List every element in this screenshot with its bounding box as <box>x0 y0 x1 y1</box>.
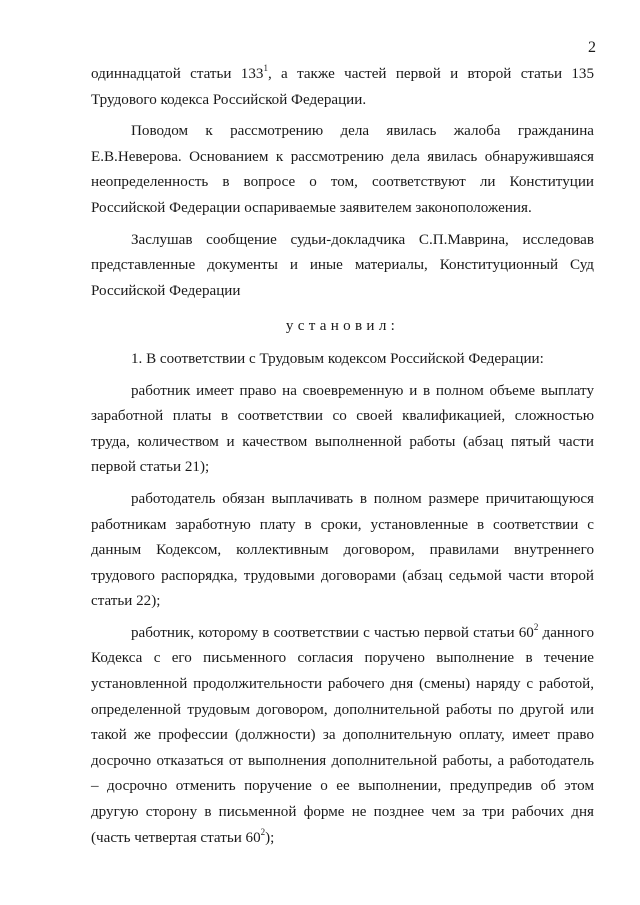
paragraph-occasion <box>91 119 594 221</box>
superscript: 1 <box>263 62 268 73</box>
text-run: 1. В соответствии с Трудовым кодексом Российской Федерации: <box>131 350 544 367</box>
text-run: Поводом к рассмотрению дела явилась жалоба гражданина Е.В.Неверова. Основанием к рассмотрению дела явилась обнаружившаяся неопределенность в вопросе о том, соответствуют ли Конституции Российской Федерации оспариваемые заявителем законоположения. <box>91 123 594 216</box>
text-run: установил: <box>285 318 400 335</box>
text-run: , а также частей первой и второй статьи 135 Трудового кодекса Российской Федерации. <box>91 66 595 108</box>
text-run: работодатель обязан выплачивать в полном размере причитающуюся работникам заработную плату в сроки, установленные в соответствии с данным Кодексом, коллективным договором, правилами внутреннего трудового распорядка, трудовыми договорами (абзац седьмой части второй статьи 22); <box>91 490 594 610</box>
text-run: одиннадцатой статьи 133 <box>91 66 264 82</box>
text-run: работник, которому в соответствии с частью первой статьи 60 <box>131 624 534 641</box>
paragraph-additional-work <box>91 621 594 851</box>
decree-heading <box>91 314 594 340</box>
text-run: ); <box>265 829 275 846</box>
paragraph-hearing <box>91 228 594 305</box>
paragraph-employer-duty <box>91 487 594 615</box>
superscript: 2 <box>533 621 539 632</box>
superscript: 2 <box>260 826 266 837</box>
paragraph-section-1 <box>91 347 594 373</box>
text-run: работник имеет право на своевременную и в полном объеме выплату заработной платы в соответствии со своей квалификацией, сложностью труда, количеством и качеством выполненной работы (абзац пятый части первой статьи 21); <box>91 382 594 476</box>
paragraph-intro <box>91 62 594 113</box>
document-body <box>91 62 594 857</box>
text-run: данного Кодекса с его письменного согласия поручено выполнение в течение установленной продолжительности рабочего дня (смены) наряду с работой, определенной трудовым договором, дополнительной работы по другой или такой же профессии (должности) за дополнительную оплату, имеет право досрочно отказаться от выполнения дополнительной работы, а работодатель – досрочно отменить поручение о ее выполнении, предупредив об этом другую сторону в письменной форме не позднее чем за три рабочих дня (часть четвертая статьи 60 <box>91 624 594 846</box>
text-run: Заслушав сообщение судьи-докладчика С.П.Маврина, исследовав представленные документы и иные материалы, Конституционный Суд Российской Федерации <box>91 231 594 299</box>
paragraph-worker-right <box>91 379 594 481</box>
page-number: 2 <box>588 39 596 56</box>
